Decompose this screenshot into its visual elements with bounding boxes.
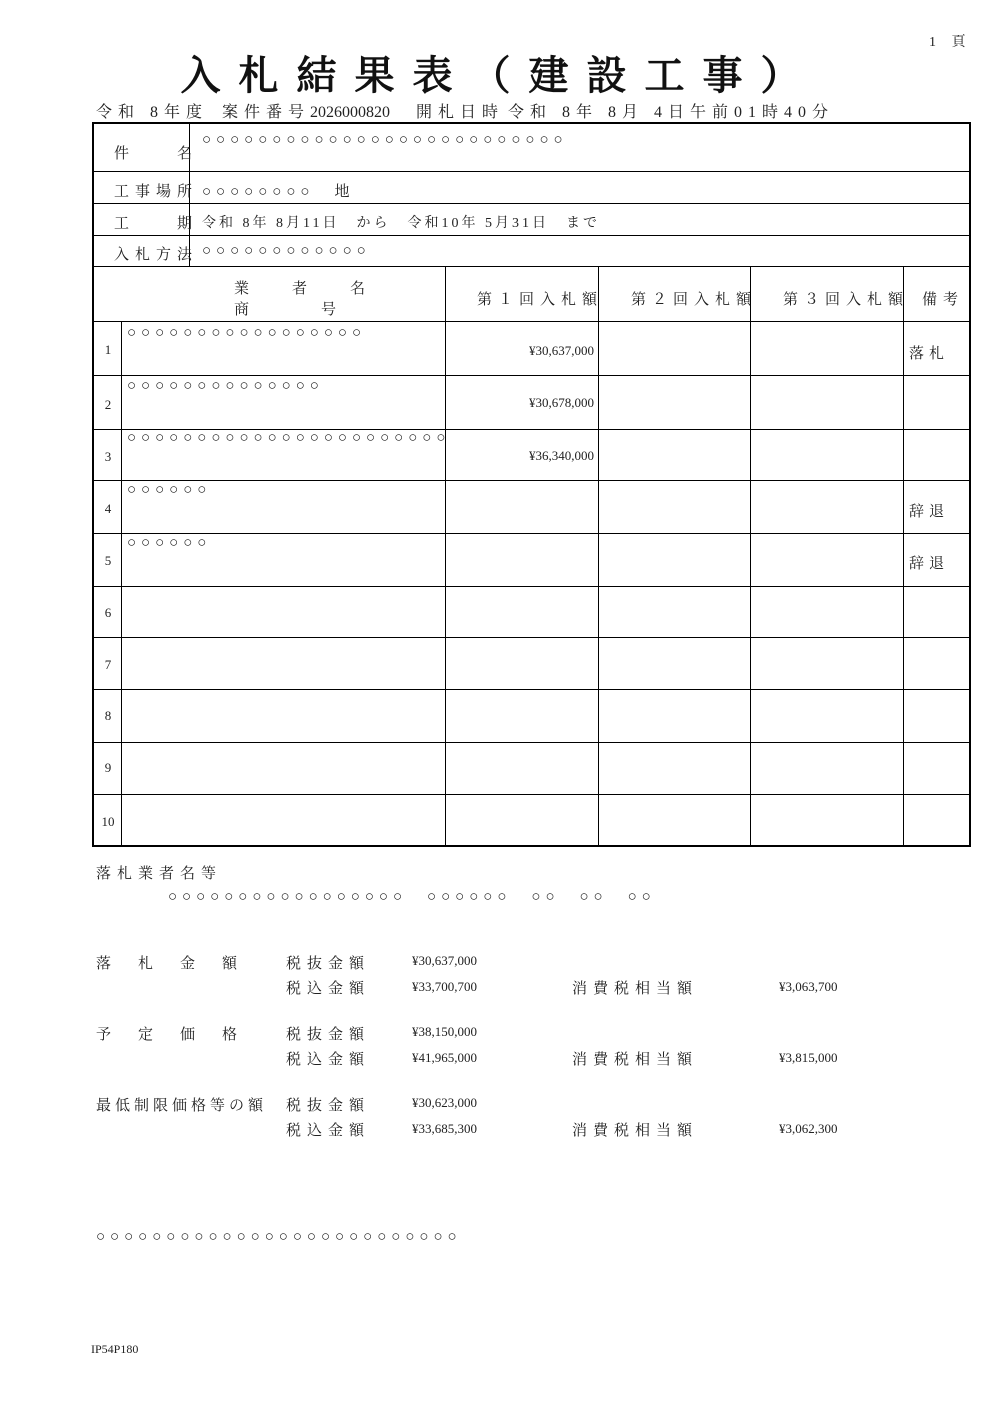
award-tax: ¥3,063,700	[779, 979, 838, 994]
planned-tax: ¥3,815,000	[779, 1050, 838, 1065]
info-value-method: ○○○○○○○○○○○○	[202, 243, 371, 259]
minimum-tax-incl: ¥33,685,300	[412, 1121, 477, 1136]
row-number: 10	[101, 814, 115, 829]
row-company-name: ○○○○○○○○○○○○○○○○○○○○○○○	[127, 430, 451, 446]
info-value-site: ○○○○○○○○ 地	[202, 184, 355, 200]
row-note: 辞退	[909, 504, 950, 520]
header-case-no: 案件番号2026000820	[222, 104, 391, 121]
info-label-period: 工 期	[114, 216, 199, 232]
header-open-date: 開札日時 令和 8年 8月 4日	[416, 104, 691, 121]
row-note: 落札	[909, 346, 950, 362]
award-price-label: 落 札 金 額	[96, 956, 244, 972]
header-company-name: 業 者 名	[234, 281, 380, 297]
header-year: 令和 8年度	[96, 104, 209, 121]
info-label-method: 入札方法	[114, 247, 199, 263]
tax-incl-label: 税込金額	[286, 1052, 371, 1068]
header-company-sub: 商 号	[234, 302, 351, 318]
tax-excl-label: 税抜金額	[286, 1098, 371, 1114]
award-tax-excl: ¥30,637,000	[412, 953, 477, 968]
row-number: 6	[104, 605, 112, 620]
result-table	[92, 122, 971, 847]
tax-incl-label: 税込金額	[286, 1123, 371, 1139]
header-open-time: 午前01時40分	[690, 104, 835, 121]
form-code: IP54P180	[91, 1342, 139, 1356]
row-bid1-amount: ¥36,340,000	[529, 448, 594, 463]
planned-tax-incl: ¥41,965,000	[412, 1050, 477, 1065]
planned-price-label: 予 定 価 格	[96, 1027, 244, 1043]
minimum-tax: ¥3,062,300	[779, 1121, 838, 1136]
info-value-title: ○○○○○○○○○○○○○○○○○○○○○○○○○○	[202, 132, 568, 148]
row-company-name: ○○○○○○	[127, 535, 212, 551]
info-label-title: 件 名	[114, 146, 199, 162]
row-number: 9	[104, 760, 112, 775]
tax-excl-label: 税抜金額	[286, 956, 371, 972]
info-value-period: 令和 8年 8月11日 から 令和10年 5月31日 まで	[202, 216, 600, 231]
planned-tax-excl: ¥38,150,000	[412, 1024, 477, 1039]
row-number: 3	[104, 449, 112, 464]
remarks-note: ○○○○○○○○○○○○○○○○○○○○○○○○○○	[96, 1229, 462, 1245]
award-tax-incl: ¥33,700,700	[412, 979, 477, 994]
tax-label: 消費税相当額	[572, 1123, 699, 1139]
header-bid3: 第３回入札額	[783, 292, 910, 308]
row-number: 8	[104, 708, 112, 723]
row-number: 2	[104, 397, 112, 412]
tax-incl-label: 税込金額	[286, 981, 371, 997]
row-bid1-amount: ¥30,678,000	[529, 395, 594, 410]
row-note: 辞退	[909, 556, 950, 572]
tax-excl-label: 税抜金額	[286, 1027, 371, 1043]
tax-label: 消費税相当額	[572, 981, 699, 997]
row-number: 1	[104, 342, 112, 357]
row-number: 4	[104, 501, 112, 516]
row-company-name: ○○○○○○	[127, 482, 212, 498]
header-bid2: 第２回入札額	[631, 292, 758, 308]
header-bid1: 第１回入札額	[477, 292, 604, 308]
minimum-price-label: 最低制限価格等の額	[96, 1098, 268, 1114]
row-company-name: ○○○○○○○○○○○○○○	[127, 378, 324, 394]
row-bid1-amount: ¥30,637,000	[529, 343, 594, 358]
header-note: 備考	[922, 292, 965, 308]
row-number: 5	[104, 553, 112, 568]
page-number: 1 頁	[929, 35, 972, 50]
info-label-site: 工事場所	[114, 184, 199, 200]
document-title: 入札結果表（建設工事）	[180, 53, 819, 98]
minimum-tax-excl: ¥30,623,000	[412, 1095, 477, 1110]
row-company-name: ○○○○○○○○○○○○○○○○○	[127, 325, 367, 341]
winner-label: 落札業者名等	[96, 866, 223, 882]
tax-label: 消費税相当額	[572, 1052, 699, 1068]
winner-detail: ○○○○○○○○○○○○○○○○○ ○○○○○○ ○○ ○○ ○○	[168, 889, 656, 905]
row-number: 7	[104, 657, 112, 672]
